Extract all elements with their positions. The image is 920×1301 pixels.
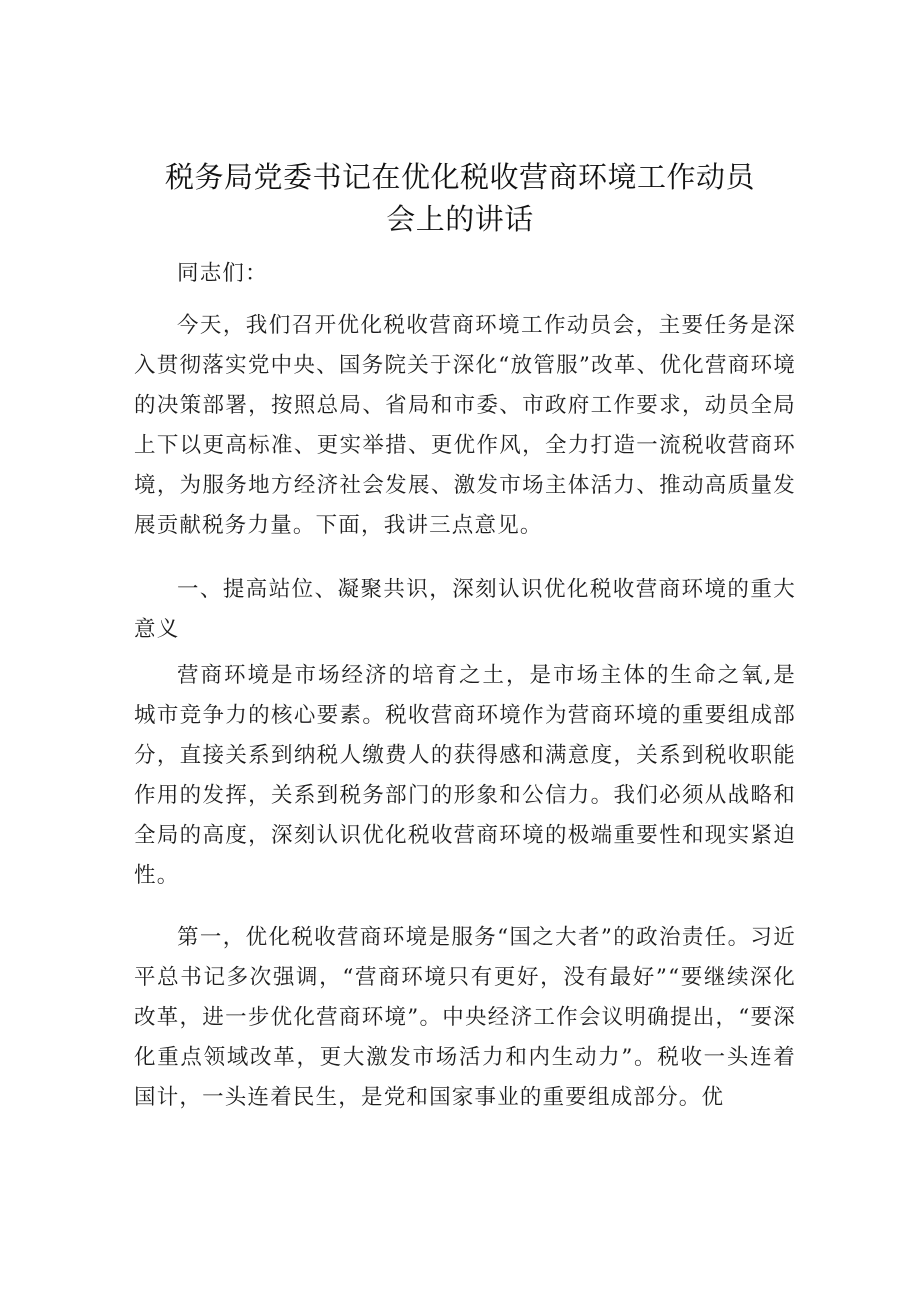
paragraph-business-environment: 营商环境是市场经济的培育之土，是市场主体的生命之氧,是城市竞争力的核心要素。税收营商环境作为营商环境的重要组成部分，直接关系到纳税人缴费人的获得感和满意度，关系到税收职能作用的发挥，关系到税务部门的形象和公信力。我们必须从战略和全局的高度，深刻认识优化税收营商环境的极端重要性和现实紧迫性。	[134, 663, 796, 888]
document-title	[132, 156, 788, 240]
paragraph-political-responsibility: 第一，优化税收营商环境是服务“国之大者”的政治责任。习近平总书记多次强调，“营商环境只有更好，没有最好”“要继续深化改革，进一步优化营商环境”。中央经济工作会议明确提出，“要深化重点领域改革，更大激发市场活力和内生动力”。税收一头连着国计，一头连着民生，是党和国家事业的重要组成部分。优	[134, 925, 796, 1110]
salutation: 同志们：	[177, 261, 268, 286]
title-line-1: 税务局党委书记在优化税收营商环境工作动员	[164, 160, 755, 194]
paragraph-introduction: 今天，我们召开优化税收营商环境工作动员会，主要任务是深入贯彻落实党中央、国务院关于深化“放管服”改革、优化营商环境的决策部署，按照总局、省局和市委、市政府工作要求，动员全局上下以更高标准、更实举措、更优作风，全力打造一流税收营商环境，为服务地方经济社会发展、激发市场主体活力、推动高质量发展贡献税务力量。下面，我讲三点意见。	[134, 313, 796, 538]
title-line-2: 会上的讲话	[386, 202, 534, 236]
section-heading-one: 一、提高站位、凝聚共识，深刻认识优化税收营商环境的重大意义	[134, 577, 796, 642]
